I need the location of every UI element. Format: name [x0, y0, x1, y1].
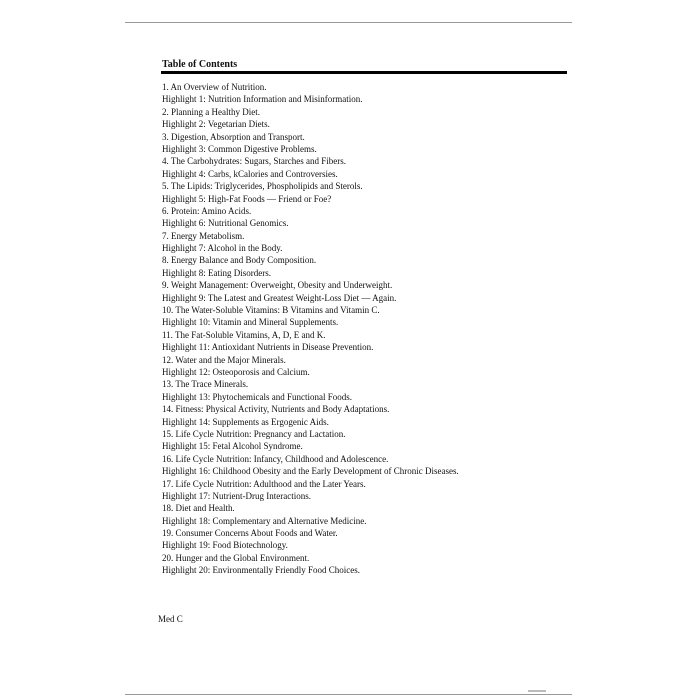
toc-entry: 16. Life Cycle Nutrition: Infancy, Childhood and Adolescence. [162, 453, 389, 464]
toc-entry: 2. Planning a Healthy Diet. [162, 106, 260, 117]
toc-entry: Highlight 14: Supplements as Ergogenic Aids. [162, 416, 329, 427]
toc-entry: 5. The Lipids: Triglycerides, Phospholipids and Sterols. [162, 181, 363, 192]
toc-entry: Highlight 17: Nutrient-Drug Interactions. [162, 490, 311, 501]
toc-entry: Highlight 8: Eating Disorders. [162, 267, 271, 278]
toc-entry: Highlight 11: Antioxidant Nutrients in Disease Prevention. [162, 342, 374, 353]
footer-text: Med C [158, 614, 183, 624]
toc-entry: 4. The Carbohydrates: Sugars, Starches and Fibers. [162, 156, 347, 167]
toc-entry: Highlight 13: Phytochemicals and Functional Foods. [162, 391, 352, 402]
toc-entry: Highlight 19: Food Biotechnology. [162, 540, 288, 551]
toc-entry: Highlight 18: Complementary and Alternative Medicine. [162, 515, 367, 526]
toc-entry: Highlight 7: Alcohol in the Body. [162, 243, 283, 254]
title-underline [161, 71, 567, 74]
toc-entry: Highlight 16: Childhood Obesity and the Early Development of Chronic Diseases. [162, 466, 459, 477]
toc-entry: Highlight 6: Nutritional Genomics. [162, 218, 289, 229]
toc-entry: Highlight 4: Carbs, kCalories and Controversies. [162, 168, 338, 179]
toc-entry: 19. Consumer Concerns About Foods and Water. [162, 528, 338, 539]
toc-entry: 6. Protein: Amino Acids. [162, 205, 252, 216]
toc-entry: 17. Life Cycle Nutrition: Adulthood and the Later Years. [162, 478, 366, 489]
toc-entry: 7. Energy Metabolism. [162, 230, 245, 241]
toc-entry: Highlight 15: Fetal Alcohol Syndrome. [162, 441, 303, 452]
toc-entry: 13. The Trace Minerals. [162, 379, 249, 390]
toc-entry: 8. Energy Balance and Body Composition. [162, 255, 317, 266]
toc-entry: Highlight 9: The Latest and Greatest Weight-Loss Diet — Again. [162, 292, 397, 303]
toc-entry: Highlight 1: Nutrition Information and Misinformation. [162, 94, 363, 105]
toc-entry: Highlight 2: Vegetarian Diets. [162, 119, 270, 130]
toc-entry: Highlight 12: Osteoporosis and Calcium. [162, 366, 310, 377]
toc-entry: 12. Water and the Major Minerals. [162, 354, 286, 365]
toc-entry: 15. Life Cycle Nutrition: Pregnancy and Lactation. [162, 428, 346, 439]
toc-entry: Highlight 5: High-Fat Foods — Friend or Foe? [162, 193, 332, 204]
toc-title: Table of Contents [162, 59, 238, 70]
toc-entry: Highlight 10: Vitamin and Mineral Supplements. [162, 317, 339, 328]
toc-entry: 20. Hunger and the Global Environment. [162, 552, 310, 563]
toc-entry: 14. Fitness: Physical Activity, Nutrients and Body Adaptations. [162, 404, 390, 415]
toc-list [162, 81, 459, 577]
page-corner-mark [528, 690, 546, 692]
toc-entry: 18. Diet and Health. [162, 503, 235, 514]
toc-entry: 11. The Fat-Soluble Vitamins, A, D, E and K. [162, 329, 326, 340]
page-bottom-rule [125, 694, 572, 695]
toc-entry: 3. Digestion, Absorption and Transport. [162, 131, 305, 142]
toc-entry: 9. Weight Management: Overweight, Obesity and Underweight. [162, 280, 393, 291]
toc-entry: 10. The Water-Soluble Vitamins: B Vitamins and Vitamin C. [162, 305, 380, 316]
toc-entry: Highlight 20: Environmentally Friendly Food Choices. [162, 565, 360, 576]
page-top-rule [125, 22, 572, 23]
toc-entry: Highlight 3: Common Digestive Problems. [162, 143, 317, 154]
toc-entry: 1. An Overview of Nutrition. [162, 82, 267, 92]
